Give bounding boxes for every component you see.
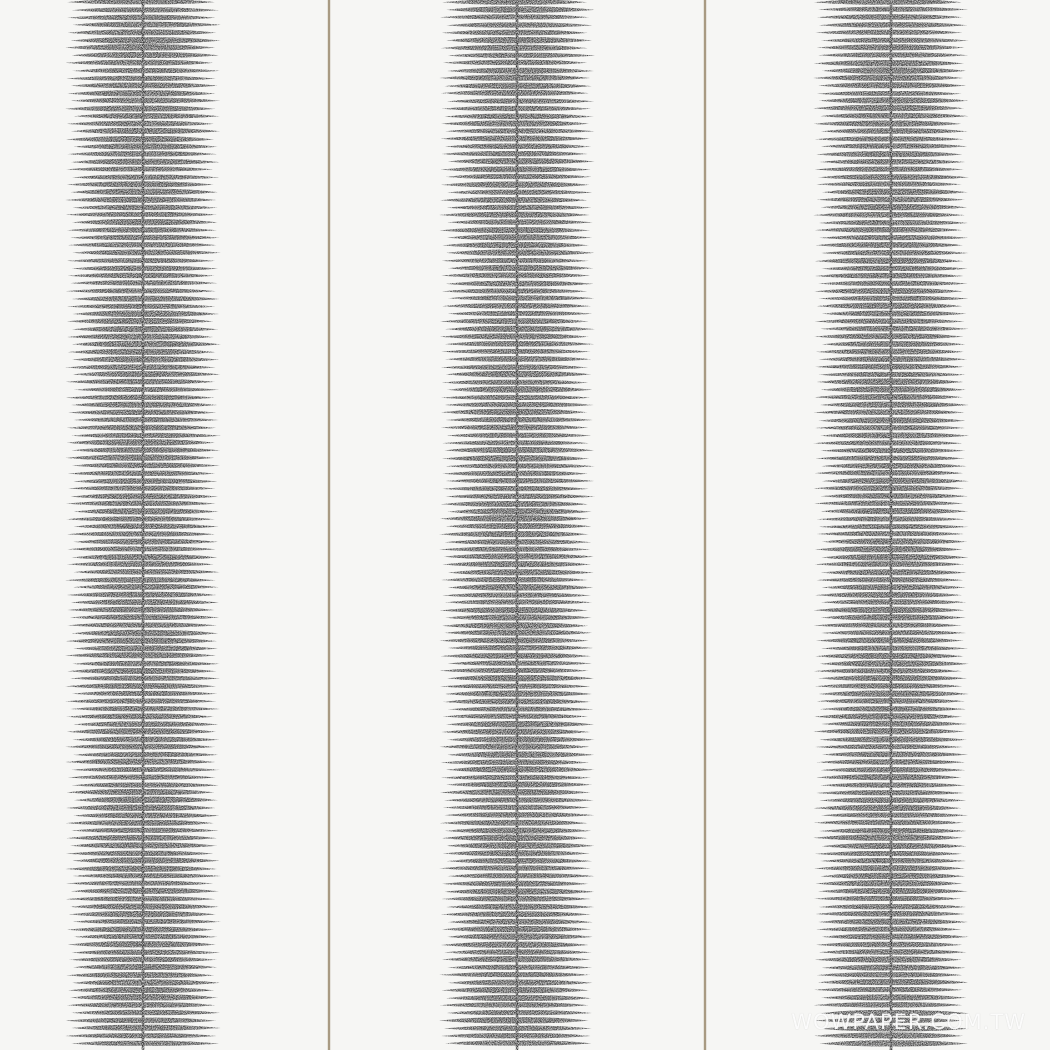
fern-column-3 — [813, 0, 969, 1050]
fern-column-2 — [439, 0, 595, 1050]
fern-columns — [65, 0, 969, 1050]
fern-column-1 — [65, 0, 221, 1050]
watermark-text: WOWPAPER.COM.TW — [791, 1010, 1026, 1034]
